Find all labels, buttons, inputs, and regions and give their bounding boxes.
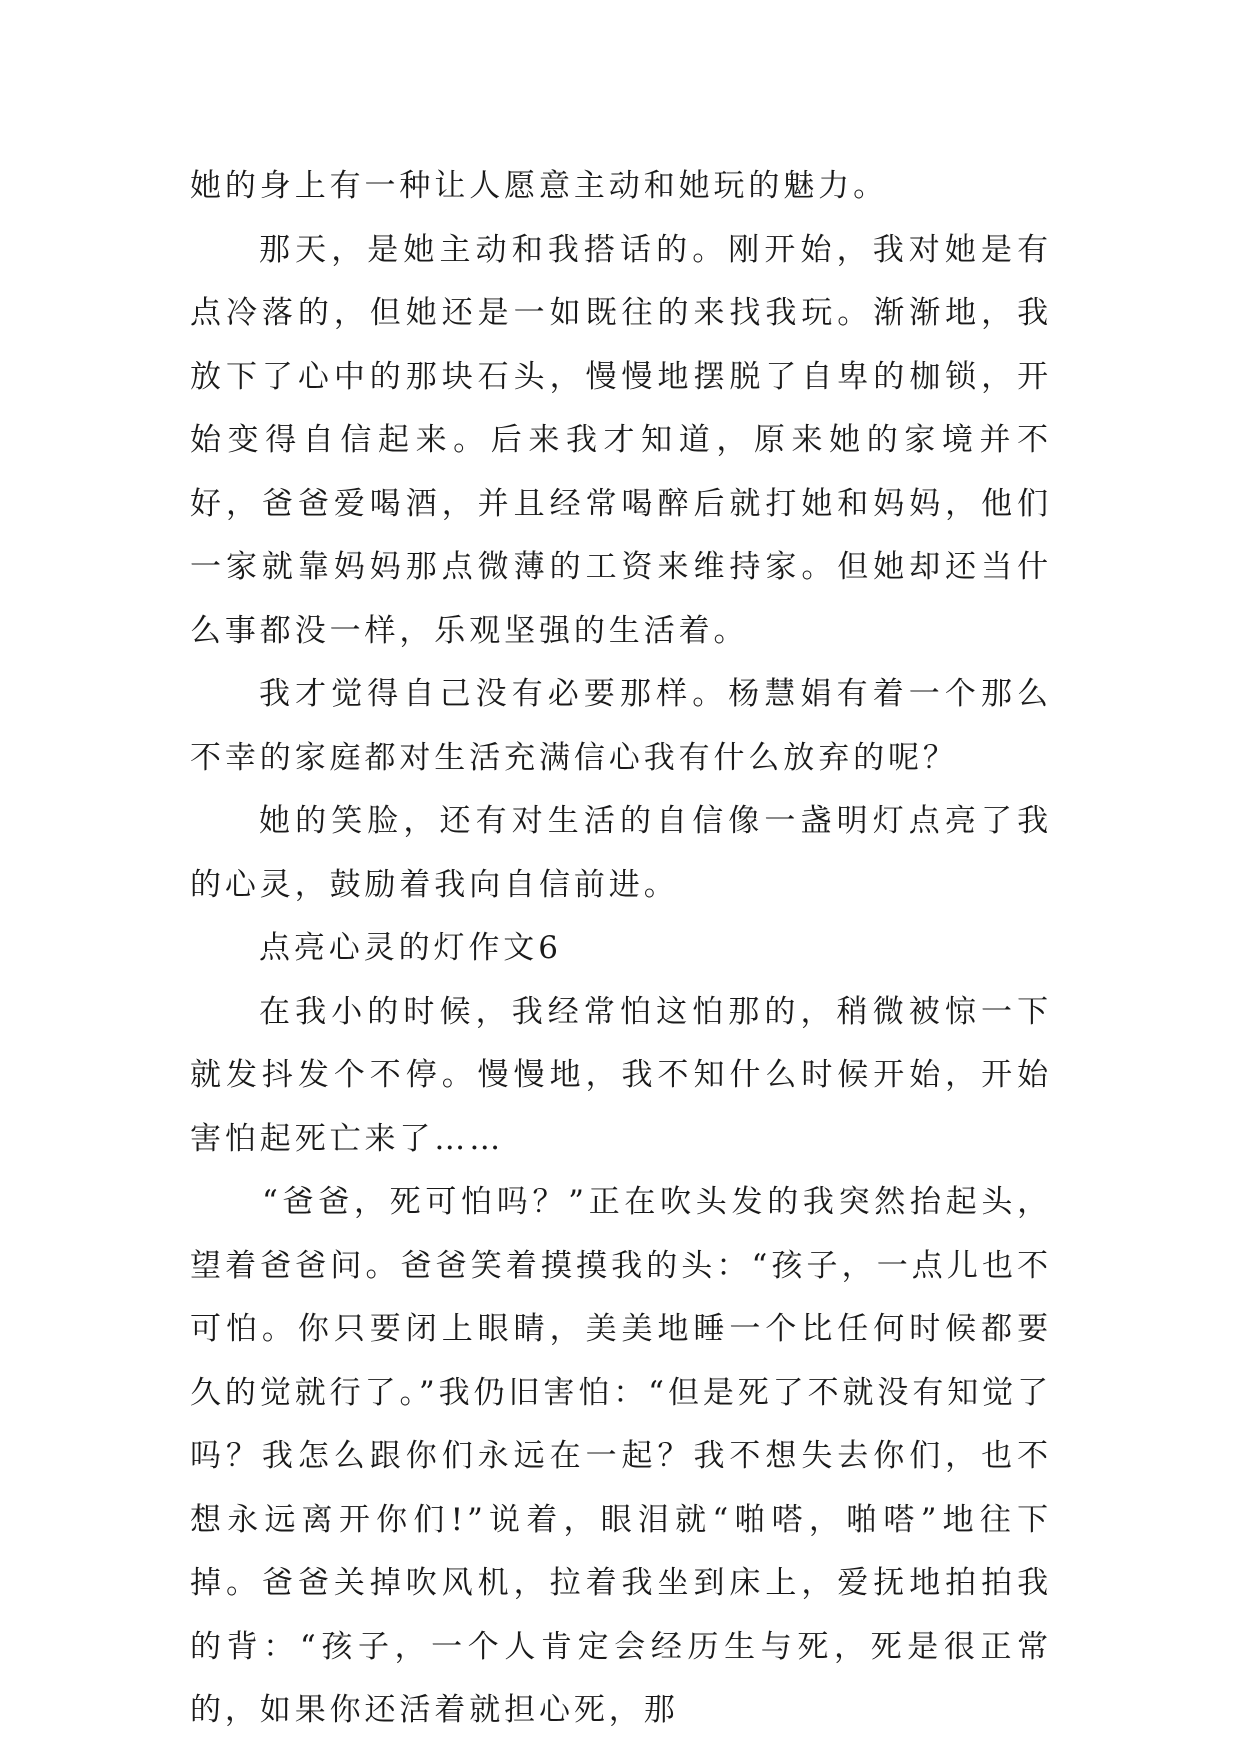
paragraph: 在我小的时候，我经常怕这怕那的，稍微被惊一下就发抖发个不停。慢慢地，我不知什么时候开始，开始害怕起死亡来了…… — [190, 993, 1052, 1157]
paragraph: 我才觉得自己没有必要那样。杨慧娟有着一个那么不幸的家庭都对生活充满信心我有什么放弃的呢？ — [190, 676, 1052, 776]
paragraph: 那天，是她主动和我搭话的。刚开始，我对她是有点冷落的，但她还是一如既往的来找我玩。渐渐地，我放下了心中的那块石头，慢慢地摆脱了自卑的枷锁，开始变得自信起来。后来我才知道，原来她的家境并不好，爸爸爱喝酒，并且经常喝醉后就打她和妈妈，他们一家就靠妈妈那点微薄的工资来维持家。但她却还当什么事都没一样，乐观坚强的生活着。 — [190, 231, 1052, 649]
paragraph-continuation: 她的身上有一种让人愿意主动和她玩的魅力。 — [190, 168, 888, 204]
section-heading: 点亮心灵的灯作文6 — [259, 930, 562, 966]
paragraph: 她的笑脸，还有对生活的自信像一盏明灯点亮了我的心灵，鼓励着我向自信前进。 — [190, 803, 1052, 903]
paragraph: “爸爸，死可怕吗？”正在吹头发的我突然抬起头，望着爸爸问。爸爸笑着摸摸我的头：“孩子，一点儿也不可怕。你只要闭上眼睛，美美地睡一个比任何时候都要久的觉就行了。”我仍旧害怕：“但是死了不就没有知觉了吗？我怎么跟你们永远在一起？我不想失去你们，也不想永远离开你们!”说着，眼泪就“啪嗒，啪嗒”地往下掉。爸爸关掉吹风机，拉着我坐到床上，爱抚地拍拍我的背：“孩子，一个人肯定会经历生与死，死是很正常的，如果你还活着就担心死，那 — [190, 1184, 1052, 1728]
document-page — [190, 155, 1052, 1743]
